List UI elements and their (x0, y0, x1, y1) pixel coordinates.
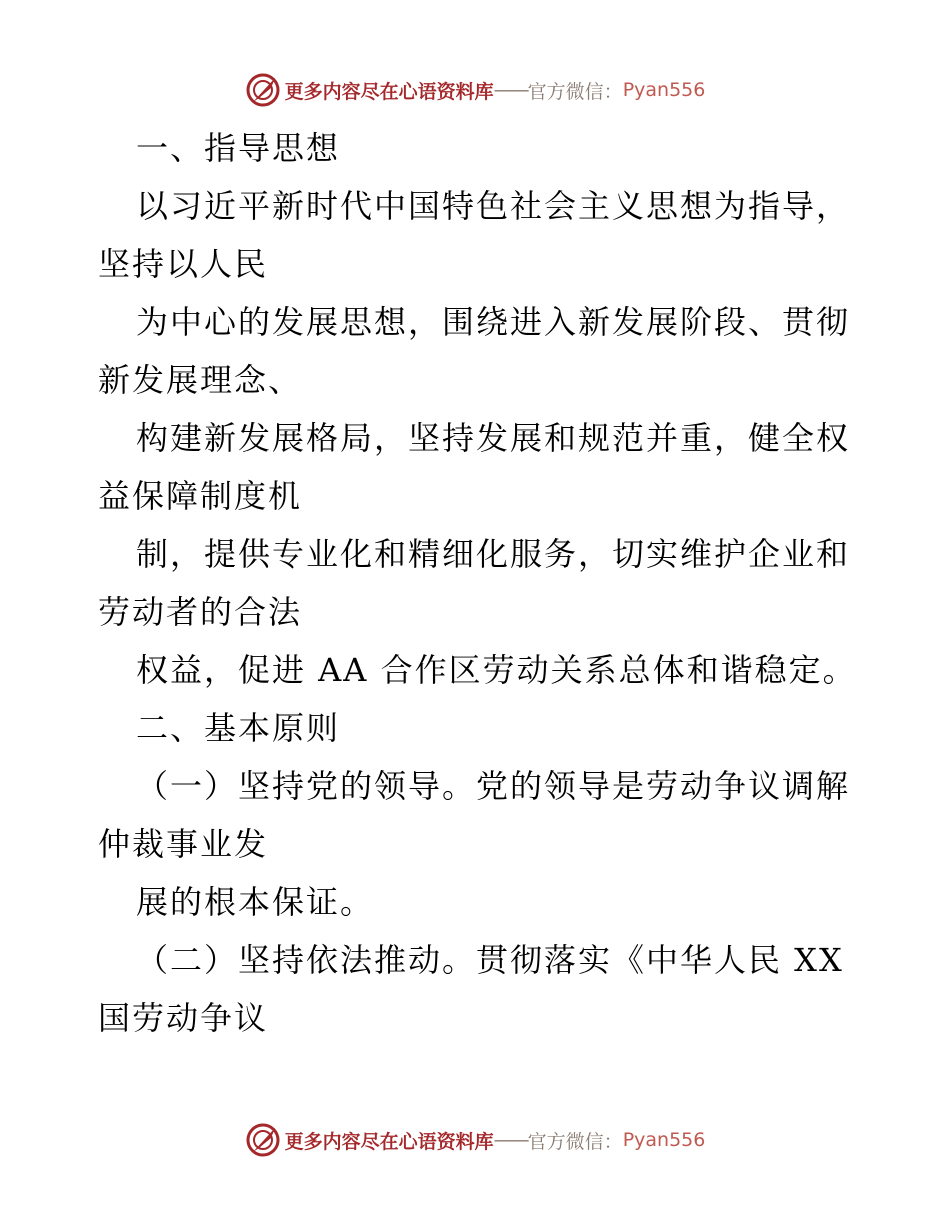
paragraph-line: 为中心的发展思想，围绕进入新发展阶段、贯彻 (136, 303, 851, 341)
paragraph-line: 权益，促进 AA 合作区劳动关系总体和谐稳定。 (136, 651, 857, 689)
watermark-wechat-label: 官方微信： (527, 1130, 623, 1153)
paragraph-line: （二）坚持依法推动。贯彻落实《中华人民 XX (136, 941, 844, 979)
paragraph-line: 以习近平新时代中国特色社会主义思想为指导， (136, 187, 851, 225)
paragraph-line: 坚持以人民 (98, 245, 269, 283)
watermark-dash: —— (493, 79, 528, 101)
paragraph-line: 仲裁事业发 (98, 825, 269, 863)
watermark-dash: —— (493, 1129, 528, 1151)
footer-watermark (0, 1120, 950, 1160)
watermark-wechat-label: 官方微信： (527, 80, 623, 103)
watermark-wechat-id: Pyan556 (622, 1129, 706, 1151)
paragraph-line: （一）坚持党的领导。党的领导是劳动争议调解 (136, 767, 851, 805)
quill-logo-icon (245, 1122, 281, 1158)
paragraph-line: 益保障制度机 (98, 477, 303, 515)
paragraph-line: 新发展理念、 (98, 361, 303, 399)
header-watermark (0, 70, 950, 110)
watermark-brand: 更多内容尽在心语资料库 (284, 1130, 494, 1153)
watermark-wechat-id: Pyan556 (622, 79, 706, 101)
heading-basic-principles: 二、基本原则 (136, 709, 341, 747)
paragraph-line: 劳动者的合法 (98, 593, 303, 631)
watermark-brand: 更多内容尽在心语资料库 (284, 80, 494, 103)
quill-logo-icon (245, 72, 281, 108)
paragraph-line: 制，提供专业化和精细化服务，切实维护企业和 (136, 535, 851, 573)
document-body (98, 119, 858, 1047)
heading-guiding-thought: 一、指导思想 (136, 129, 341, 167)
paragraph-line: 构建新发展格局，坚持发展和规范并重，健全权 (136, 419, 851, 457)
paragraph-line: 国劳动争议 (98, 999, 269, 1037)
paragraph-line: 展的根本保证。 (136, 883, 375, 921)
